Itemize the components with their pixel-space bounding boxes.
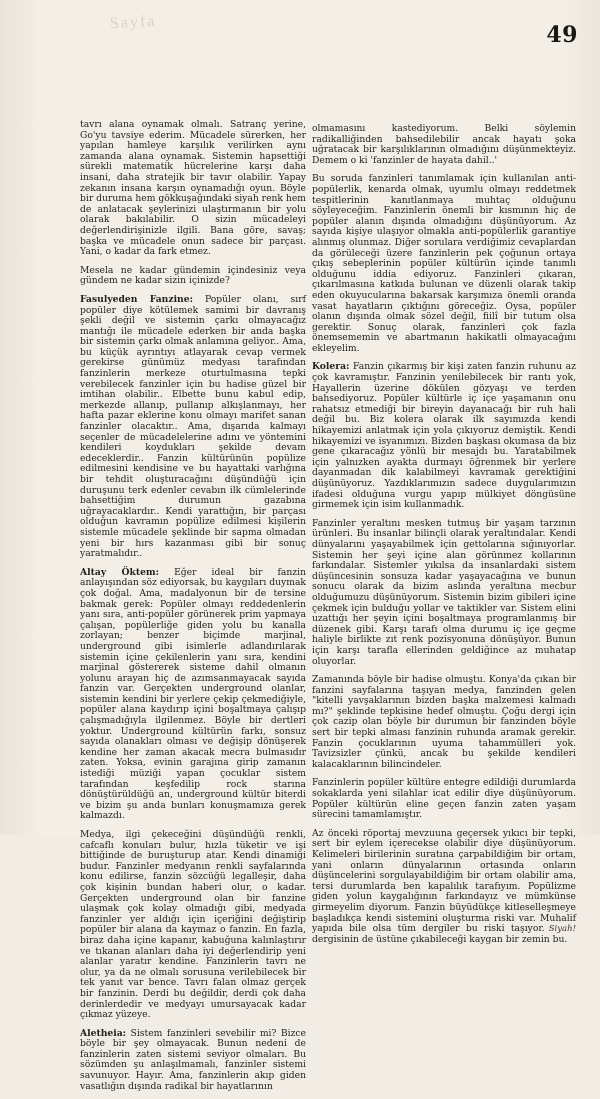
paragraph: olmamasını kastediyorum. Belki söylemin radikalliğinden bahsedilebilir ancak hayatı şoka uğratacak bir karşılıklarının olmadığını düşünmekteyiz. Demem o ki 'fanzinler de hayata dahil..' [312,123,576,166]
speaker-name: Altay Öktem: [80,566,160,578]
page-number: 49 [546,22,578,48]
paragraph: Fanzinlerin popüler kültüre entegre edildiği durumlarda sokaklarda yeni silahlar icat edilir diye düşünüyorum. Popüler kültürün eline geçen fanzin zaten yaşam sürecini tamamlamıştır. [312,777,576,821]
paragraph [80,295,306,560]
paragraph: tavrı alana oynamak olmalı. Satranç yerine, Go'yu tavsiye ederim. Mücadele sürerken, her yapılan hamleye karşılık verilirken aynı zamanda alana oynamak. Sistemin hapsettiği sürekli matematik hücrelerine karşı daha insani, daha stratejik bir tavır olabilir. Yapay zekanın insana karşın oynamadığı oyun. Böyle bir duruma hem gökkuşağındaki siyah renk hem de anlatacak şeylerinizi ulaştırmanın bir yolu olarak bakılabilir. O sizin mücadeleyi değerlendirişinizle ilgili. Bana göre, savaş; başka ve mücadele onun sadece bir parçası. Yani, o kadar da fark etmez. [80,119,306,258]
answer-text: Az önceki röportaj mevzuuna geçersek yıkıcı bir tepki, sert bir eylem içerecekse olabilir diye düşünüyorum. Kelimeleri birilerinin suratına çarpabildiğim bir ortam, yani onların dünyalarının ortasında onların düşüncelerini sorgulayabildiğim bir ortam olabilir ama, tersi durumlarda ben kapalılık tarafıyım. Popülizme giden yolun kaygalığının farkındayız ve mümkünse girmeyelim diyorum. Fanzin büyüdükçe kitleselleşmeye başladıkça kendi sistemini oluşturma riski var. Muhalif yapıda bile olsa tüm dergiler bu riski taşıyor. [312,827,576,935]
paragraph [312,362,576,510]
answer-text: Eğer ideal bir fanzin anlayışından söz ediyorsak, bu kaygıları duymak çok doğal. Ama, madalyonun bir de tersine bakmak gerek: Popüler olmayı reddedenlerin yanı sıra, anti-popüler görünerek prim yapmaya çalışan, popülerliğe giden yolu bu kanalla zorlayan; benzer biçimde marjinal, underground gibi isimlerle adlandırılarak sistemin içine çekilenlerin yanı sıra, kendini marjinal göstererek sisteme dahil olmanın yolunu arayan hiç de azımsanmayacak sayıda fanzin var. Gerçekten underground olanlar, sistemin kendini bir yerlere çekip çekmediğiyle, popüler alana kaydırıp içini boşaltmaya çalışıp çalışmadığıyla ilgilenmez. Böyle bir dertleri yoktur. Underground kültürün farkı, sonsuz sayıda olanakları olması ve değişip dönüşerek kendine her zaman akacak mecra bulmasıdır zaten. Yoksa, evinin garajına girip zamanın istediği müziği yapan çocuklar sistem tarafından keşfedilip rock starına dönüştürüldüğü an, underground kültür biterdi ve bizim şu anda bunları konuşmamıza gerek kalmazdı. [80,566,306,822]
paragraph: Mesela ne kadar gündemin içindesiniz veya gündem ne kadar sizin içinizde? [80,264,306,287]
answer-text: dergisinin de üstüne çıkabileceği kaygan bir zemin bu. [312,933,568,945]
speaker-name: Fasulyeden Fanzine: [80,293,193,305]
right-column [312,124,576,953]
paragraph [80,568,306,822]
paragraph: Zamanında böyle bir hadise olmuştu. Konya'da çıkan bir fanzini sayfalarına taşıyan medya, fanzinden gelen "kitelli yavşaklarının bizden başka malzemesi kalmadı mı?" şeklinde tepkisine hedef olmuştu. Çoğu dergi için çok cazip olan böyle bir durumun bir fanzinden böyle sert bir tepki alması fanzinin ruhunda aramak gerekir. Fanzin çocuklarının uyuma tahammülleri yok. Tavizsizler çünkü, ancak bu şekilde kendileri kalacaklarının bilincindeler. [312,674,576,770]
speaker-name: Kolera: [312,361,350,373]
faded-watermark: Sayfa [109,12,157,33]
left-column [80,120,306,1099]
paragraph [312,829,576,946]
paragraph: Fanzinler yeraltını mesken tutmuş bir yaşam tarzının ürünleri. Bu insanlar bilinçli olarak yeraltındalar. Kendi dünyalarını yaşayabilmek için gettolarına sığınıyorlar. Sistemin her şeyi içine alan görünmez kollarının farkındalar. Sistemler yıkılsa da insanlardaki sistem düşüncesinin sonsuza kadar yaşayacağına ve bunun sonucu olarak da bizim aslında yeraltına mecbur olduğumuzu düşünüyorum. Sistemin bizim gibileri içine çekmek için bulduğu yollar ve taktikler var. Sistem elini uzattığı her şeyin içini boşaltmaya programlanmış bir düzenek gibi. Karşı tarafı olma durumu iç içe geçme haliyle birlikte zıt renk pozisyonuna dönüşüyor. Bunun için karşı tarafla ellerinden geldiğince az muhatap oluyorlar. [312,517,576,667]
paragraph [80,1029,306,1093]
author-signature: Siyah! [548,924,576,935]
answer-text: Fanzin çıkarmış bir kişi zaten fanzin ruhunu az çok kavramıştır. Fanzinin yenilebilecek bir rantı yok, Hayallerin üzerine dökülen gözyaşı ve terden bahsediyoruz. Popüler kültürle iç içe yaşamanın onu rahatsız etmediği bir bireyin dayanacağı bir ruh hali değil bu. Biz kolera olarak ilk sayımızda kendi hikayemizi anlatmak için yola çıkıyoruz demiştik. Kendi hikayemizi ve isyanımızı. Bizden başkası okumasa da biz gene çıkaracağız yönlü bir mesajdı bu. Yaratabilmek için yalnızken ayakta durmayı öğrenmek bir yerlere dayanmadan dik kalabilmeyi kavramak gerektiğini düşünüyoruz. Yazdıklarımızın sadece duygularımızın ifadesi olduğuna vurgu yapıp mülkiyet döngüsüne girmemek için isim kullanmadık. [312,361,576,511]
answer-text: Popüler olanı, sırf popüler diye kötülemek samimi bir davranış şekli değil ve sistemin çarkı olmayacağız mantığı ile mücadele ederken bir anda başka bir sistemin çarkı olmak anlamına geliyor.. Ama, bu küçük ayrıntıyı atlayarak cevap vermek gerekirse günümüz medyası tarafından fanzinlerin merkeze oturtulmasına tepki verebilecek fanzinler için bu hadise güzel bir imtihan olabilir.. Elbette bunu kabul edip, merkezde allanıp, pullanıp alkışlanmayı, her hafta pazar eklerine konu olmayı marifet sanan fanzinler olacaktır.. Ama, dışarıda kalmayı seçenler de mücadelelerine adını ve yöntemini kendileri koydukları şekilde devam edeceklerdir.. Fanzin kültürünün popülize edilmesini kendisine ve bu hayattaki varlığına bir tehdit oluşturacağını düşündüğü için duruşunu terk edenler cevabın ilk cümlelerinde bahsettiğim durumun gazabına uğrayacaklardır.. Kendi yarattığın, bir parçası olduğun kavramın popülize edilmesi kişilerin sistemle mücadele şeklinde bir sapma olmadan yeni bir hırs kazanması gibi bir sonuç yaratmalıdır.. [80,293,306,560]
paragraph: Bu soruda fanzinleri tanımlamak için kullanılan anti-popülerlik, kenarda olmak, uyumlu olmayı reddetmek tespitlerinin kanıtlanmaya muhtaç olduğunu söyleyeceğim. Fanzinlerin önemli bir kısmının hiç de popüler alanın dışında olmadığını düşünüyorum. Az sayıda kişiye ulaşıyor olmakla anti-popülerlik garantiye alınmış olunmaz. Diğer sorulara verdiğimiz cevaplardan da görüleceği üzere fanzinlerin pek çoğunun ortaya çıkış sebeplerinin popüler kültürün içinde tanımlı olduğunu iddia ediyoruz. Fanzinleri çıkaran, çıkarılmasına katkıda bulunan ve düzenli olarak takip eden okuyucularına bakarsak karşımıza önemli oranda vasat hayatların çıktığını göreceğiz. Oysa, popüler olanın dışında olmak sözel değil, fiilî bir tutum olsa gerektir. Sonuç olarak, fanzinleri çok fazla önemsememin ve abartmanın hakikatli olmayacağını ekleyelim. [312,173,576,354]
answer-text: Sistem fanzinleri sevebilir mi? Bizce böyle bir şey olmayacak. Bunun nedeni de fanzinlerin zaten sistemi seviyor olmaları. Bu sözümden şu anlaşılmamalı, fanzinler sistemi savunuyor. Hayır. Ama, fanzinlerin akıp giden vasatlığın dışında radikal bir hayatlarının [80,1027,306,1092]
paragraph: Medya, ilgi çekeceğini düşündüğü renkli, cafcaflı konuları bulur, hızla tüketir ve işi bittiğinde de buruşturup atar. Kendi dinamiği budur. Fanzinler medyanın renkli sayfalarında konu edilirse, fanzin sözcüğü legalleşir, daha çok kişinin bundan haberi olur, o kadar. Gerçekten underground olan bir fanzine ulaşmak çok kolay olmadığı gibi, medyada fanzinler yer aldığı için içeriğini değiştirip popüler bir alana da kaymaz o fanzin. En fazla, biraz daha içine kapanır, kabuğuna kalınlaştırır ve tıkanan alanları daha iyi değerlendirip yeni alanlar yaratır kendine. Fanzinlerin tavrı ne olur, ya da ne olmalı sorusuna verilebilecek bir tek yanıt var bence. Tavrı falan olmaz gerçek bir fanzinin. Derdi bu değildir, derdi çok daha derinlerdedir ve medyayı umursayacak kadar çıkmaz yüzeye. [80,829,306,1021]
speaker-name: Aletheia: [80,1027,127,1039]
